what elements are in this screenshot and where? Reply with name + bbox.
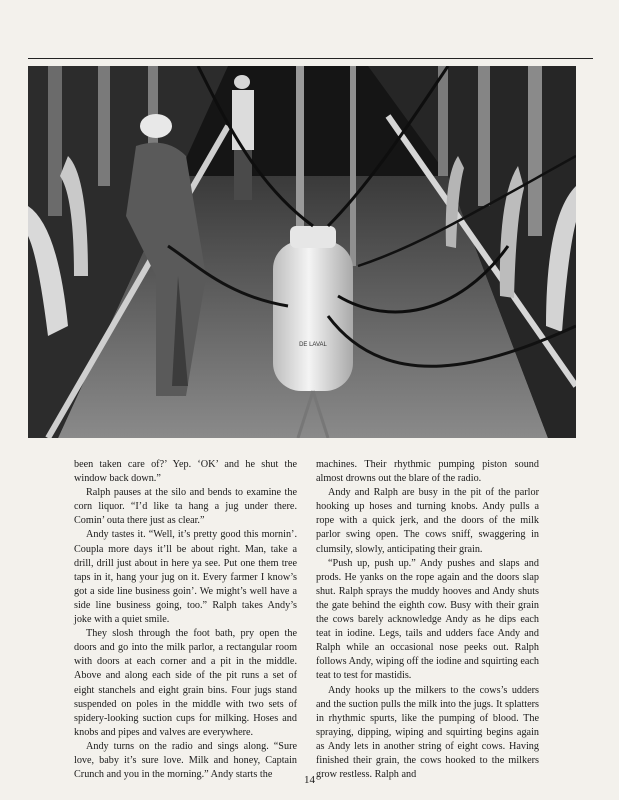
paragraph: Andy turns on the radio and sings along. “Sure love, baby it’s sure love. Milk and honey, Captain Crunch and you in the morning.” Andy starts the [74,740,297,781]
text-column-right [316,458,539,782]
paragraph: been taken care of?’ Yep. ‘OK’ and he shut the window back down.” [74,459,297,485]
milking-parlor-photo [28,66,576,438]
page-number: 14 [304,774,315,786]
paragraph: Andy tastes it. “Well, it’s pretty good this mornin’. Coupla more days it’ll be about right. Man, take a drill, drill just about in here ya see. Put one them tree taps in it, hang your jug on it. Every farmer I know’s got a side line business goin’. We might’s well have a side line business going, too.” Ralph takes Andy’s joke with a quiet smile. [74,529,297,626]
paragraph: “Push up, push up.” Andy pushes and slaps and prods. He yanks on the rope again and the doors slap shut. Ralph sprays the muddy hooves and Andy shuts the gate behind the eighth cow. Busy with their grain the cows barely acknowledge Andy as he dips each teat in iodine. Legs, tails and udders face Andy and Ralph while an occasional nose peeks out. Ralph follows Andy, wiping off the iodine and squirting each teat to test for mastidis. [316,557,539,682]
photo-illustration [28,66,576,438]
text-column-left [74,458,297,782]
top-rule [28,58,593,59]
paragraph: Andy and Ralph are busy in the pit of the parlor hooking up hoses and turning knobs. Andy pulls a rope with a quick jerk, and the doors of the milk parlor swing open. The cows sniff, swaggering in clumsily, slowly, anticipating their grain. [316,487,539,555]
milker-label: DE LAVAL [299,342,327,348]
paragraph: machines. Their rhythmic pumping piston sound almost drowns out the blare of the radio. [316,459,539,485]
paragraph: They slosh through the foot bath, pry open the doors and go into the milk parlor, a rectangular room with doors at each corner and a pit in the middle. Above and along each side of the pit runs a set of eight stanchels and eight grain bins. Four jugs stand suspended on poles in the middle with two sets of spidery-looking suction cups for milking. Hoses and knobs and pipes and valves are everywhere. [74,628,297,738]
paragraph: Andy hooks up the milkers to the cows’s udders and the suction pulls the milk into the jugs. It splatters in rhythmic spurts, like the pumping of blood. The spraying, dipping, wiping and squirting begins again as Andy lets in another string of eight cows. Having finished their grain, the cows hooked to the milkers grow restless. Ralph and [316,684,539,781]
paragraph: Ralph pauses at the silo and bends to examine the corn liquor. “I’d like ta hang a jug under there. Comin’ outa there just as clear.” [74,487,297,527]
